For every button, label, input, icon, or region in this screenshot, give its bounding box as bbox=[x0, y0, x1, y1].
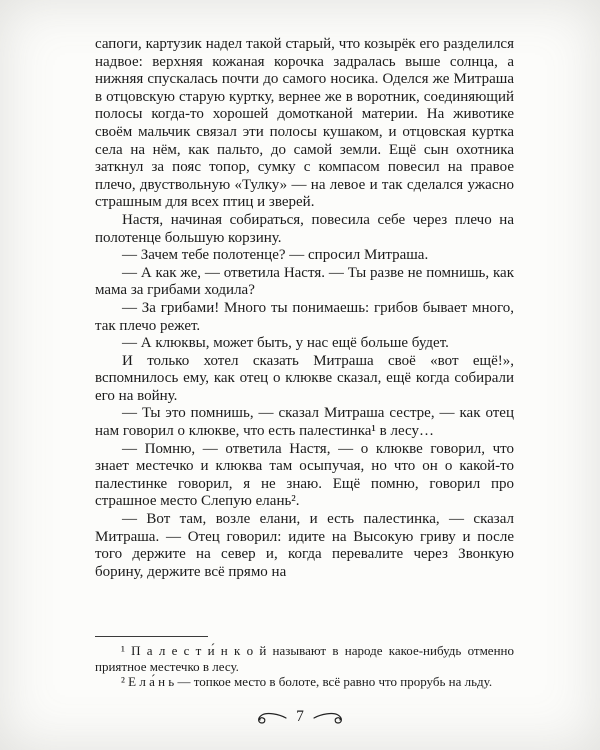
paragraph-9: — Помню, — ответила Настя, — о клюкве говорил, что знает местечко и клюква там осыпучая, но что он о какой-то палестинке говорил, я не знаю. Ещё помню, говорил про страшное место Слепую елань². bbox=[95, 440, 514, 510]
paragraph-10: — Вот там, возле елани, и есть палестинка, — сказал Митраша. — Отец говорил: идите на Высокую гриву и после того держите на север и, когда перевалите через Звонкую борину, держите всё прямо на bbox=[95, 511, 514, 580]
paragraph-4: — А как же, — ответила Настя. — Ты разве не помнишь, как мама за грибами ходила? bbox=[95, 264, 514, 299]
flourish-left-icon bbox=[253, 711, 287, 725]
paragraph-1: сапоги, картузик надел такой старый, что козырёк его разделился надвое: верхняя кожаная корочка задралась выше солнца, а нижняя спускалась почти до самого носика. Оделся же Митраша в отцовскую старую куртку, вернее же в воротник, соединяющий полосы когда-то хорошей домотканой материи. На животике своём мальчик связал эти полосы кушаком, и отцовская куртка села на нём, как пальто, до самой земли. Ещё сын охотника заткнул за пояс топор, сумку с компасом повесил на правое плечо, двуствольную «Тулку» — на левое и так сделался ужасно страшным для всех птиц и зверей. bbox=[95, 36, 514, 211]
paragraph-5: — За грибами! Много ты понимаешь: грибов бывает много, так плечо режет. bbox=[95, 299, 514, 334]
footnote-2: ² Е л а́ н ь — топкое место в болоте, всё равно что прорубь на льду. bbox=[121, 674, 493, 690]
paragraph-7: И только хотел сказать Митраша своё «вот ещё!», вспомнилось ему, как отец о клюкве сказал, ещё когда собирали его на войну. bbox=[95, 352, 514, 404]
text-block bbox=[95, 36, 514, 581]
page-footer bbox=[0, 707, 600, 729]
paragraph-6: — А клюквы, может быть, у нас ещё больше будет. bbox=[122, 335, 449, 352]
page-number: 7 bbox=[296, 708, 304, 726]
paragraph-8: — Ты это помнишь, — сказал Митраша сестре, — как отец нам говорил о клюкве, что есть палестинка¹ в лесу… bbox=[95, 405, 514, 440]
paragraph-2: Настя, начиная собираться, повесила себе через плечо на полотенце большую корзину. bbox=[95, 211, 514, 246]
footnote-1: ¹ П а л е с т и́ н к о й называют в народе какое-нибудь отменно приятное местечко в лесу. bbox=[95, 643, 514, 674]
footnote-separator bbox=[95, 636, 208, 637]
flourish-right-icon bbox=[313, 711, 347, 725]
paragraph-3: — Зачем тебе полотенце? — спросил Митраша. bbox=[122, 247, 429, 264]
footnotes-section bbox=[95, 636, 514, 690]
